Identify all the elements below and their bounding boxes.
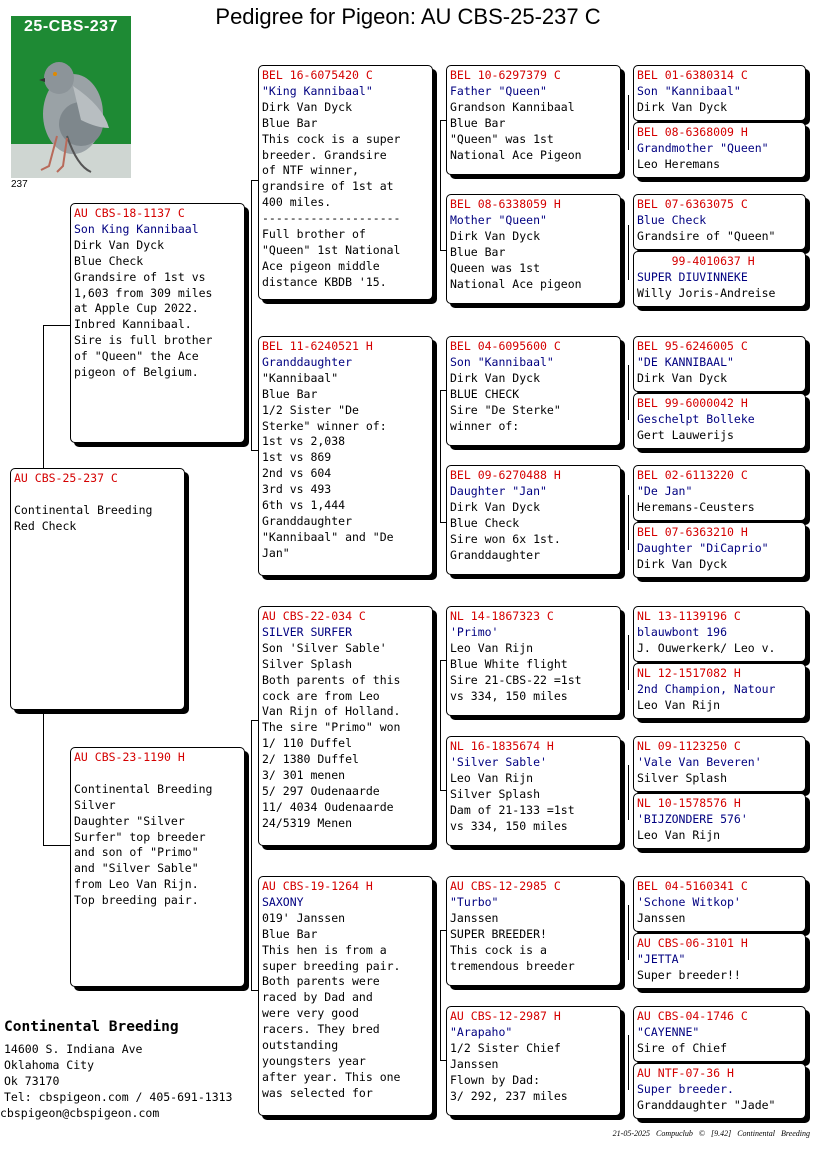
pigeon-name: SAXONY [262,894,304,909]
ring-number: NL 10-1578576 H [637,796,741,810]
ancestor-card-dss[interactable] [446,606,621,716]
info-line: raced by Dad and [262,990,373,1005]
info-line: "Kannibaal" and "De [262,529,394,544]
ancestor-card-g3[interactable] [633,194,806,250]
info-line: Blue White flight [450,656,568,671]
granddam-maternal-card[interactable] [258,876,433,1116]
info-line: 1/2 Sister "De [262,402,359,417]
info-line: Silver [74,797,116,812]
info-line [14,487,181,503]
ring-number: BEL 11-6240521 H [262,339,373,353]
info-line: The sire "Primo" won [262,720,401,735]
info-line: Sire "De Sterke" [450,402,561,417]
info-line: Continental Breeding [74,781,213,796]
connector [43,325,44,468]
ancestor-card-sdd[interactable] [446,465,621,575]
pigeon-name: 'Primo' [450,624,499,639]
connector [43,845,70,846]
info-line: Surfer" top breeder [74,829,206,844]
info-line: of NTF winner, [262,163,359,178]
ring-number: BEL 10-6297379 C [450,68,561,82]
info-line: 1st vs 2,038 [262,434,346,449]
connector [43,710,44,845]
info-line: distance KBDB '15. [262,274,387,289]
info-line: Sterke" winner of: [262,418,387,433]
ancestor-card-g5[interactable] [633,336,806,392]
pigeon-name: SILVER SURFER [262,624,353,639]
info-line: This hen is from a [262,942,387,957]
page-title: Pedigree for Pigeon: AU CBS-25-237 C [215,4,601,29]
ring-number: AU CBS-04-1746 C [637,1009,748,1023]
ring-number: NL 12-1517082 H [637,666,741,680]
info-line: and son of "Primo" [74,845,199,860]
ancestor-card-g8[interactable] [633,522,806,578]
info-line: Leo Van Rijn [450,640,534,655]
pigeon-name: "Turbo" [450,894,499,909]
info-line: J. Ouwerkerk/ Leo v. [637,640,776,655]
info-line: Grandsire of "Queen" [637,228,776,243]
info-line: and "Silver Sable" [74,861,199,876]
info-line: National Ace pigeon [450,276,582,291]
subject-card[interactable] [10,468,185,710]
pigeon-name: "Arapaho" [450,1024,513,1039]
info-line: National Ace Pigeon [450,147,582,162]
ancestor-card-g2[interactable] [633,122,806,178]
ring-number: BEL 07-6363075 C [637,197,748,211]
info-line: Sire won 6x 1st. [450,531,561,546]
info-line: Both parents were [262,974,380,989]
info-line: pigeon of Belgium. [74,365,199,380]
info-line: Silver Splash [262,656,353,671]
info-line: Blue Bar [450,115,506,130]
info-line: Top breeding pair. [74,893,199,908]
sire-card[interactable] [70,203,245,443]
ring-number: AU CBS-23-1190 H [74,750,185,764]
info-line: Van Rijn of Holland. [262,704,401,719]
info-line: 1st vs 869 [262,450,332,465]
info-line: 2nd vs 604 [262,466,332,481]
info-line: 3rd vs 493 [262,482,332,497]
ancestor-card-g13[interactable] [633,876,806,932]
info-line: Inbred Kannibaal. [74,317,192,332]
info-line: Dirk Van Dyck [450,228,541,243]
connector [440,120,441,250]
ring-number: BEL 08-6368009 H [637,125,748,139]
ring-number: NL 14-1867323 C [450,609,554,623]
ring-number: AU CBS-12-2987 H [450,1009,561,1023]
info-line: Leo Heremans [637,156,721,171]
connector [628,635,629,690]
ancestor-card-g15[interactable] [633,1006,806,1062]
breeder-phone-line: Tel: cbspigeon.com / 405-691-1313 [4,1090,233,1104]
ring-number: NL 16-1835674 H [450,739,554,753]
info-line: 11/ 4034 Oudenaarde [262,799,394,814]
connector [628,905,629,960]
ring-number: BEL 09-6270488 H [450,468,561,482]
connector [251,180,252,450]
info-line: BLUE CHECK [450,386,520,401]
info-line: Heremans-Ceusters [637,499,755,514]
info-line: Grandson Kannibaal [450,99,575,114]
pigeon-name: "JETTA" [637,951,686,966]
ancestor-card-g14[interactable] [633,933,806,989]
ancestor-card-g9[interactable] [633,606,806,662]
ancestor-card-g7[interactable] [633,465,806,521]
info-line: Dirk Van Dyck [637,99,728,114]
pigeon-name: 'Vale Van Beveren' [637,754,762,769]
ring-number: AU CBS-19-1264 H [262,879,373,893]
ring-number: NL 09-1123250 C [637,739,741,753]
ancestor-card-g12[interactable] [633,793,806,849]
info-line: -------------------- [262,211,401,226]
pigeon-name: "DE KANNIBAAL" [637,354,734,369]
ancestor-card-g11[interactable] [633,736,806,792]
info-line: 24/5319 Menen [262,815,353,830]
pigeon-name: Blue Check [637,212,707,227]
pigeon-name: 2nd Champion, Natour [637,681,776,696]
info-line: at Apple Cup 2022. [74,301,199,316]
ring-number: BEL 08-6338059 H [450,197,561,211]
ring-number: AU CBS-06-3101 H [637,936,748,950]
info-line: Sire 21-CBS-22 =1st [450,672,582,687]
pigeon-name: Daughter "DiCaprio" [637,540,769,555]
ancestor-card-g6[interactable] [633,393,806,449]
info-line: 019' Janssen [262,910,346,925]
connector [628,1035,629,1090]
info-line: 3/ 292, 237 miles [450,1088,568,1103]
info-line: outstanding [262,1038,339,1053]
pigeon-name: "CAYENNE" [637,1024,700,1039]
info-line [74,766,241,782]
photo-caption: 237 [11,179,28,190]
connector [628,765,629,820]
breeder-info [0,1019,233,1121]
connector [628,225,629,280]
pigeon-name: 'BIJZONDERE 576' [637,811,748,826]
connector [43,325,70,326]
ring-number: BEL 07-6363210 H [637,525,748,539]
info-line: 6th vs 1,444 [262,498,346,513]
info-line: Silver Splash [637,770,728,785]
info-line: "Kannibaal" [262,370,339,385]
ancestor-card-g10[interactable] [633,663,806,719]
footer-note: 21-05-2025 Compuclub © [9.42] Continental Breeding [612,1129,810,1138]
info-line: 5/ 297 Oudenaarde [262,783,380,798]
info-line: Super breeder!! [637,967,741,982]
info-line: "Queen" 1st National [262,242,401,257]
info-line: of "Queen" the Ace [74,349,199,364]
info-line: 1/2 Sister Chief [450,1040,561,1055]
pigeon-name: "King Kannibaal" [262,83,373,98]
info-line: after year. This one [262,1069,401,1084]
connector [440,930,441,1060]
ancestor-card-dds[interactable] [446,876,621,986]
info-line: Blue Check [450,515,520,530]
info-line: vs 334, 150 miles [450,688,568,703]
ring-number: BEL 01-6380314 C [637,68,748,82]
ancestor-card-g1[interactable] [633,65,806,121]
pigeon-name: 'Silver Sable' [450,754,547,769]
info-line: Janssen [450,910,499,925]
info-line: tremendous breeder [450,958,575,973]
pigeon-name: 'Schone Witkop' [637,894,741,909]
info-line: 1,603 from 309 miles [74,285,213,300]
info-line: vs 334, 150 miles [450,818,568,833]
info-line: Dirk Van Dyck [450,370,541,385]
info-line: Jan" [262,545,290,560]
info-line: Full brother of [262,227,366,242]
ring-number: AU CBS-18-1137 C [74,206,185,220]
info-line: from Leo Van Rijn. [74,877,199,892]
photo-ring-text: 25-CBS-237 [24,18,118,35]
info-line: Janssen [637,910,686,925]
info-line: Dirk Van Dyck [450,499,541,514]
pigeon-name: "De Jan" [637,483,693,498]
info-line: Dirk Van Dyck [74,237,165,252]
info-line: Silver Splash [450,786,541,801]
pigeon-name: Mother "Queen" [450,212,547,227]
pigeon-name: blauwbont 196 [637,624,728,639]
info-line: Blue Bar [450,244,506,259]
info-line: 1/ 110 Duffel [262,736,353,751]
info-line: Red Check [14,518,77,533]
connector [251,450,258,451]
ring-number: AU NTF-07-36 H [637,1066,734,1080]
ancestor-card-sss[interactable] [446,65,621,175]
info-line: Leo Van Rijn [637,697,721,712]
info-line: Blue Bar [262,115,318,130]
ring-number: AU CBS-22-034 C [262,609,366,623]
info-line: Son 'Silver Sable' [262,640,387,655]
info-line: racers. They bred [262,1022,380,1037]
info-line: winner of: [450,418,520,433]
info-line: This cock is a super [262,131,401,146]
info-line: SUPER BREEDER! [450,926,547,941]
pigeon-name: Geschelpt Bolleke [637,411,755,426]
info-line: cock are from Leo [262,688,380,703]
info-line: Dirk Van Dyck [262,99,353,114]
info-line: Queen was 1st [450,260,541,275]
ring-number: NL 13-1139196 C [637,609,741,623]
connector [628,365,629,420]
ring-number: AU CBS-25-237 C [14,471,118,485]
info-line: "Queen" was 1st [450,131,554,146]
breeder-name: Continental Breeding [4,1019,179,1035]
pigeon-name: Daughter "Jan" [450,483,547,498]
pigeon-name: Son King Kannibaal [74,221,199,236]
ancestor-card-ssd[interactable] [446,194,621,304]
info-line: Granddaughter "Jade" [637,1097,776,1112]
pigeon-name: Father "Queen" [450,83,547,98]
grandsire-paternal-card[interactable] [258,65,433,300]
info-line: Granddaughter [450,547,541,562]
granddam-paternal-card[interactable] [258,336,433,576]
ancestor-card-g4[interactable] [633,251,806,307]
breeder-state-line: Ok 73170 [4,1074,60,1088]
connector [251,720,252,990]
ancestor-card-sds[interactable] [446,336,621,446]
info-line: breeder. Grandsire [262,147,387,162]
info-line: Willy Joris-Andreise [637,285,776,300]
info-line: Dirk Van Dyck [637,370,728,385]
connector [440,390,441,522]
ancestor-card-dsd[interactable] [446,736,621,846]
info-line: Grandsire of 1st vs [74,269,206,284]
breeder-address-line: 14600 S. Indiana Ave [4,1042,143,1056]
info-line: were very good [262,1006,359,1021]
connector [628,95,629,150]
connector [251,720,258,721]
info-line: Continental Breeding [14,502,153,517]
connector [251,990,258,991]
dam-card[interactable] [70,747,245,987]
ring-number: BEL 04-6095600 C [450,339,561,353]
ring-number: BEL 02-6113220 C [637,468,748,482]
ring-number: BEL 16-6075420 C [262,68,373,82]
info-line: Leo Van Rijn [637,827,721,842]
pigeon-name: Son "Kannibaal" [637,83,741,98]
info-line: Granddaughter [262,513,353,528]
info-line: Sire is full brother [74,333,213,348]
info-line: grandsire of 1st at [262,179,394,194]
info-line: Daughter "Silver [74,813,185,828]
info-line: This cock is a [450,942,547,957]
info-line: Ace pigeon middle [262,258,380,273]
pigeon-photo [11,16,131,178]
info-line: super breeding pair. [262,958,401,973]
ancestor-card-ddd[interactable] [446,1006,621,1116]
info-line: Blue Bar [262,386,318,401]
connector [440,660,441,790]
info-line: Flown by Dad: [450,1072,541,1087]
info-line: Both parents of this [262,672,401,687]
info-line: 3/ 301 menen [262,768,346,783]
info-line: was selected for [262,1085,373,1100]
info-line: Gert Lauwerijs [637,427,734,442]
breeder-email-line: cbspigeon@cbspigeon.com [0,1106,160,1120]
connector [628,495,629,550]
ring-number: AU CBS-12-2985 C [450,879,561,893]
ring-number: 99-4010637 H [637,254,755,268]
breeder-city-line: Oklahoma City [4,1058,95,1072]
info-line: 400 miles. [262,195,332,210]
pigeon-name: Super breeder. [637,1081,734,1096]
info-line: Sire of Chief [637,1040,728,1055]
info-line: Dam of 21-133 =1st [450,802,575,817]
info-line: 2/ 1380 Duffel [262,752,359,767]
info-line: Janssen [450,1056,499,1071]
connector [251,180,258,181]
ancestor-card-g16[interactable] [633,1063,806,1119]
ring-number: BEL 95-6246005 C [637,339,748,353]
pigeon-name: SUPER DIUVINNEKE [637,269,748,284]
grandsire-maternal-card[interactable] [258,606,433,846]
pigeon-name: Son "Kannibaal" [450,354,554,369]
ring-number: BEL 99-6000042 H [637,396,748,410]
info-line: Leo Van Rijn [450,770,534,785]
info-line: Blue Bar [262,926,318,941]
pigeon-name: Grandmother "Queen" [637,140,769,155]
pigeon-name: Granddaughter [262,354,353,369]
info-line: youngsters year [262,1053,366,1068]
info-line: Dirk Van Dyck [637,556,728,571]
info-line: Blue Check [74,253,144,268]
pigeon-image [11,16,131,178]
ring-number: BEL 04-5160341 C [637,879,748,893]
